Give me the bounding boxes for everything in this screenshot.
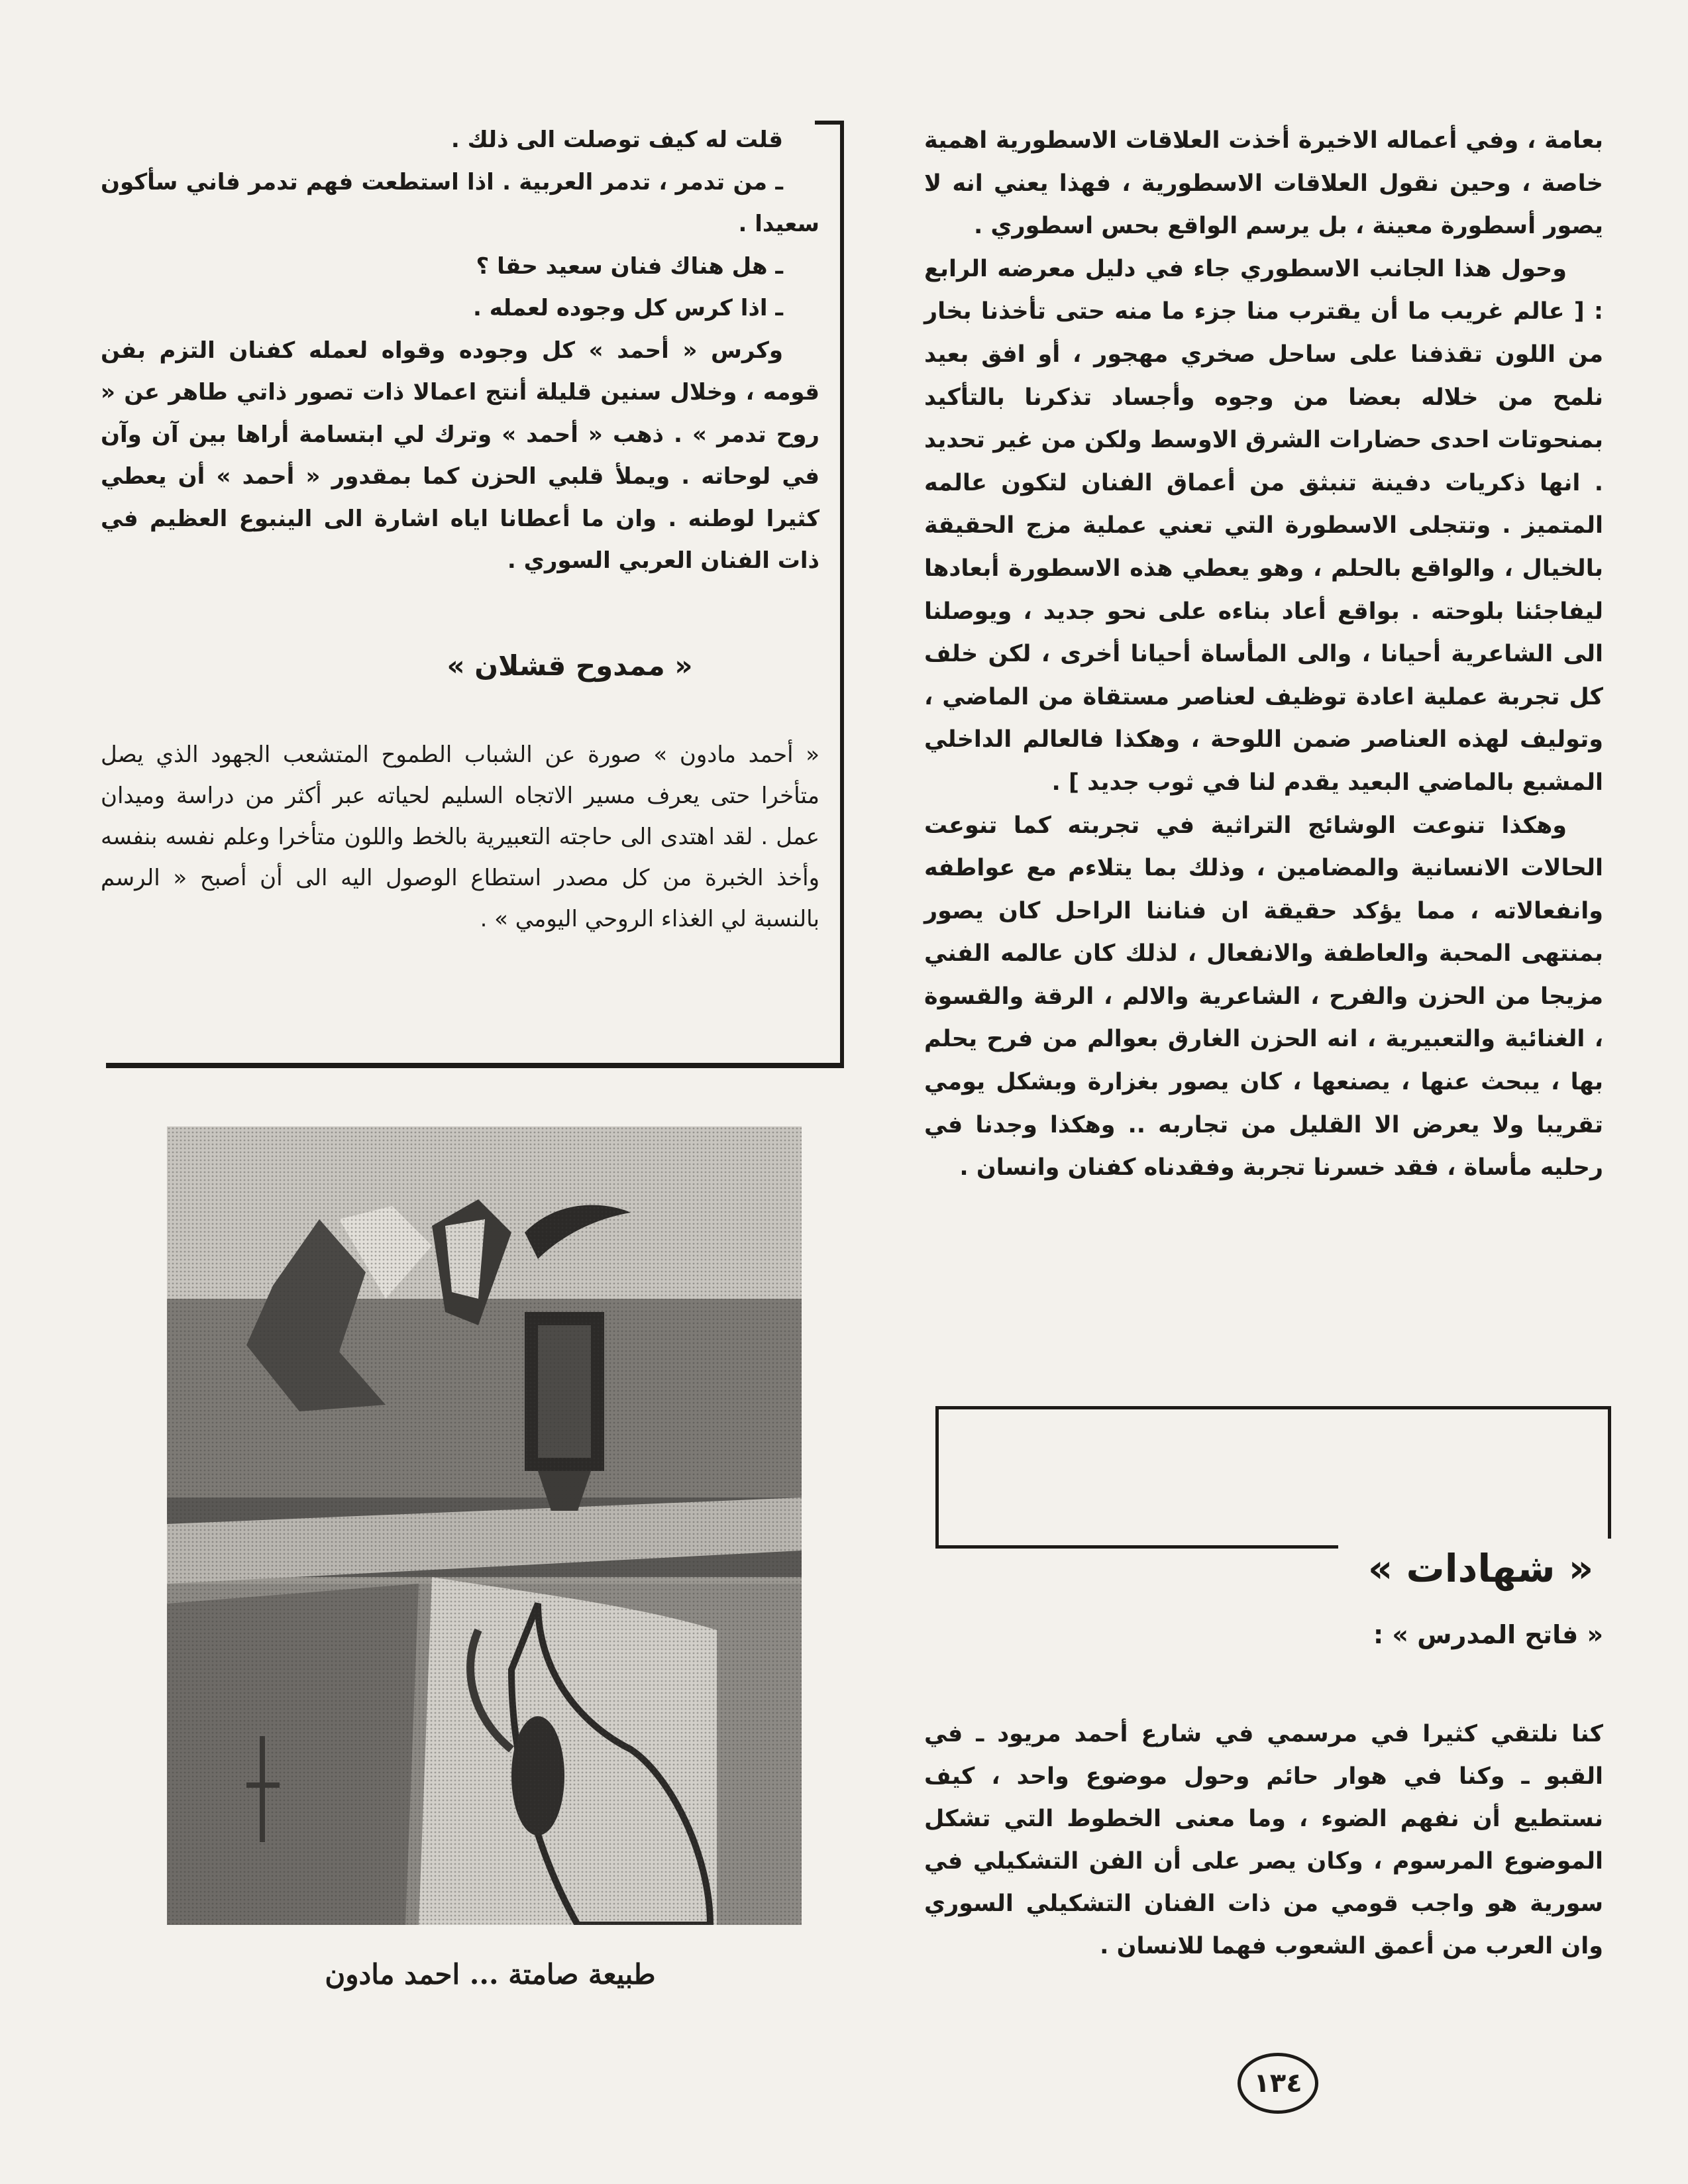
section-divider (106, 1063, 844, 1068)
dialogue-line: قلت له كيف توصلت الى ذلك . (450, 127, 783, 153)
dialogue-line: ـ من تدمر ، تدمر العربية . اذا استطعت فهم تدمر فاني سأكون سعيدا . (101, 168, 819, 237)
paragraph: وحول هذا الجانب الاسطوري جاء في دليل معرضه الرابع : [ عالم غريب ما أن يقترب منا جزء ما منه حتى تأخذنا بخار من اللون تقذفنا على ساحل صخري مهجور ، أو افق بعيد نلمح من خلاله بعضا من وجوه وأجساد تذكرنا بالتأكيد بمنحوتات احدى حضارات الشرق الاوسط ولكن من غير تحديد . انها ذكريات دفينة تنبثق من أعماق الفنان لتكون عالمه المتميز . وتتجلى الاسطورة التي تعني عملية مزج الحقيقة بالخيال ، والواقع بالحلم ، وهو يعطي هذه الاسطورة أبعادها ليفاجئنا بلوحته . بواقع أعاد بناءه على نحو جديد ، ويوصلنا الى الشاعرية أحيانا ، والى المأساة أحيانا أخرى ، لكن خلف كل تجربة عملية اعادة توظيف لعناصر مستقاة من الماضي ، وتوليف لهذه العناصر ضمن اللوحة ، وهكذا فالعالم الداخلي المشبع بالماضي البعيد يقدم لنا في ثوب جديد ] . (924, 255, 1603, 796)
paragraph: بعامة ، وفي أعماله الاخيرة أخذت العلاقات الاسطورية اهمية خاصة ، وحين نقول العلاقات الاسطورية ، فهذا يعني انه لا يصور أسطورة معينة ، بل يرسم الواقع بحس اسطوري . (924, 127, 1603, 240)
paragraph: وهكذا تنوعت الوشائج التراثية في تجربته كما تنوعت الحالات الانسانية والمضامين ، وذلك بما يتلاءم مع عواطفه وانفعالاته ، مما يؤكد حقيقة ان فناننا الراحل كان يصور بمنتهى المحبة والعاطفة والانفعال ، لذلك كان عالمه الفني مزيجا من الحزن والفرح ، الشاعرية والالم ، الرقة والقسوة ، الغنائية والتعبيرية ، انه الحزن الغارق بعوالم من فرح يحلم بها ، يبحث عنها ، يصنعها ، كان يصور بغزارة وبشكل يومي تقريبا ولا يعرض الا القليل من تجاربه .. وهكذا وجدنا في رحليه مأساة ، فقد خسرنا تجربة وفقدناه كفنان وانسان . (924, 812, 1603, 1181)
author-signature: « ممدوح قشلان » (447, 649, 693, 682)
column-divider (840, 121, 844, 1068)
dialogue-line: ـ هل هناك فنان سعيد حقا ؟ (476, 252, 783, 280)
decorative-frame (935, 1406, 1611, 1549)
photo-caption: طبيعة صامتة ... احمد مادون (325, 1958, 656, 1991)
article-right-column (924, 119, 1603, 1189)
testimony-text: كنا نلتقي كثيرا في مرسمي في شارع أحمد مريود ـ في القبو ـ وكنا في هوار حائم وحول موضوع واحد ، كيف نستطيع أن نفهم الضوء ، وما معنى الخطوط التي تشكل الموضوع المرسوم ، وكان يصر على أن الفن التشكيلي في سورية هو واجب قومي من ذات الفنان التشكيلي السوري وان العرب من أعمق الشعوب فهما للانسان . (924, 1721, 1603, 1959)
painting-photo (167, 1126, 802, 1925)
page-number: ١٣٤ (1238, 2053, 1318, 2114)
dialogue-line: ـ اذا كرس كل وجوده لعمله . (473, 295, 783, 321)
testimony-author: « فاتح المدرس » : (1373, 1620, 1603, 1649)
quote-paragraph: « أحمد مادون » صورة عن الشباب الطموح المتشعب الجهود الذي يصل متأخرا حتى يعرف مسير الاتجاه السليم لحياته عبر أكثر من دراسة وميدان عمل . لقد اهتدى الى حاجته التعبيرية بالخط واللون متأخرا وعلم نفسه بنفسه وأخذ الخبرة من كل مصدر استطاع الوصول اليه الى أن أصبح « الرسم بالنسبة لي الغذاء الروحي اليومي » . (101, 741, 819, 932)
paragraph: وكرس « أحمد » كل وجوده وقواه لعمله كفنان التزم بفن قومه ، وخلال سنين قليلة أنتج اعمالا ذات تصور ذاتي طاهر عن « روح تدمر » . ذهب « أحمد » وترك لي ابتسامة أراها بين آن وآن في لوحاته . ويملأ قلبي الحزن كما بمقدور « أحمد » أن يعطي كثيرا لوطنه . وان ما أعطانا اياه اشارة الى الينبوع العظيم في ذات الفنان العربي السوري . (101, 337, 819, 574)
section-title: « شهادات » (1338, 1539, 1623, 1598)
article-left-column (101, 119, 819, 582)
